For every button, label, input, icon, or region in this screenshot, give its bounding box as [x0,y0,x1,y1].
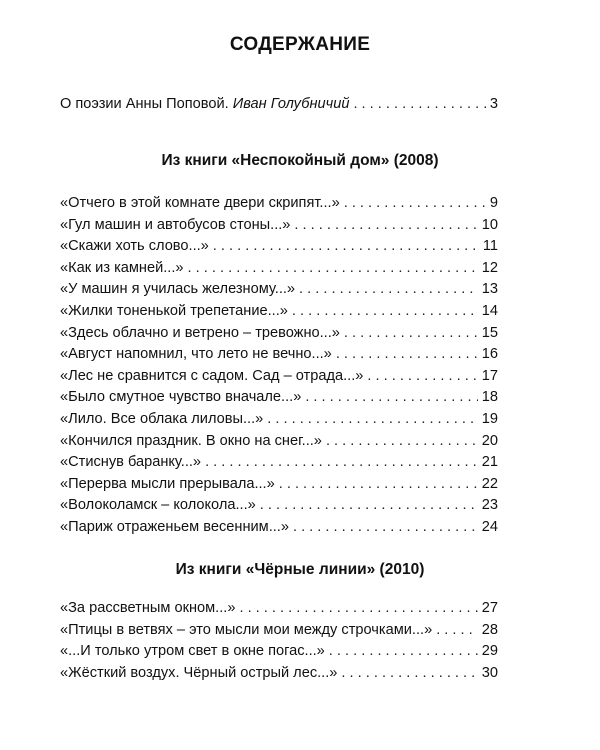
toc-entry[interactable] [60,495,498,517]
section-heading: Из книги «Неспокойный дом» (2008) [161,152,439,169]
toc-entry-title: «За рассветным окном...» [60,600,236,616]
toc-page-number: 30 [481,664,498,681]
dot-leader [341,663,477,685]
toc-entry-title: «Жилки тоненькой трепетание...» [60,302,288,319]
toc-entry-title: «Здесь облачно и ветрено – тревожно...» [60,324,340,341]
toc-entry[interactable] [60,236,498,258]
toc-page-number: 22 [481,475,498,492]
toc-page-number: 18 [481,389,498,406]
dot-leader [344,193,486,215]
page-title: СОДЕРЖАНИЕ [229,34,371,55]
toc-entry-title: «Скажи хоть слово...» [60,238,209,255]
toc-entry[interactable] [60,620,498,642]
toc-page-number: 10 [481,216,498,233]
toc-entry-title: «У машин я училась железному...» [60,281,296,298]
toc-page-number: 12 [481,259,498,276]
toc-entry-title: «Волоколамск – колокола...» [60,497,256,514]
dot-leader [336,344,478,366]
toc-page-number: 14 [481,302,498,319]
dot-leader [292,301,478,323]
dot-leader [293,517,478,539]
toc-intro [60,94,498,116]
toc-entry-title: «Гул машин и автобусов стоны...» [60,216,291,233]
toc-entry[interactable] [60,431,498,453]
toc-page-number: 24 [481,518,498,535]
toc-entry[interactable] [60,279,498,301]
toc-entry-title: «Жёсткий воздух. Чёрный острый лес...» [60,664,338,681]
dot-leader [436,620,478,642]
toc-entry-title: «Стиснув баранку...» [60,454,202,471]
toc-entry[interactable] [60,94,498,116]
dot-leader [205,452,478,474]
toc-page-number: 23 [481,497,498,514]
toc-page-number: 11 [482,238,498,255]
toc-entry[interactable] [60,215,498,237]
toc-page-number: 19 [481,410,498,427]
section-heading: Из книги «Чёрные линии» (2010) [175,561,425,578]
toc-entry-title: «Перерва мысли прерывала...» [60,475,275,492]
toc-page-number: 9 [489,195,498,211]
toc-entry-title [60,94,349,116]
toc-entry[interactable] [60,641,498,663]
dot-leader [213,236,479,258]
toc-entry[interactable] [60,517,498,539]
toc-section-2 [60,598,498,684]
toc-page-number: 13 [481,281,498,298]
toc-entry-title: «Было смутное чувство вначале...» [60,389,302,406]
toc-entry[interactable] [60,409,498,431]
dot-leader [294,215,477,237]
toc-page-number: 21 [481,454,498,471]
toc-entry[interactable] [60,323,498,345]
toc-entry[interactable] [60,663,498,685]
toc-page-number: 17 [481,367,498,384]
toc-entry-title: «Лило. Все облака лиловы...» [60,410,264,427]
toc-page-number: 29 [481,643,498,660]
toc-entry-title: «...И только утром свет в окне погас...» [60,643,325,660]
toc-entry[interactable] [60,598,498,620]
toc-page-number: 27 [481,600,498,616]
dot-leader [326,431,478,453]
toc-entry[interactable] [60,344,498,366]
toc-entry-title: «Кончился праздник. В окно на снег...» [60,432,322,449]
toc-entry[interactable] [60,452,498,474]
dot-leader [305,387,477,409]
toc-entry[interactable] [60,258,498,280]
toc-entry-title: «Август напомнил, что лето не вечно...» [60,346,332,363]
toc-entry[interactable] [60,193,498,215]
toc-entry-title: «Лес не сравнится с садом. Сад – отрада...» [60,367,364,384]
toc-entry-title: «Птицы в ветвях – это мысли мои между строчками...» [60,621,433,638]
dot-leader [239,598,477,620]
dot-leader [267,409,478,431]
dot-leader [353,94,485,116]
toc-entry-title: «Как из камней...» [60,259,184,276]
toc-entry[interactable] [60,301,498,323]
intro-text: О поэзии Анны Поповой. [60,96,229,112]
dot-leader [367,366,477,388]
toc-page-number: 16 [481,346,498,363]
toc-page-number: 3 [489,96,498,112]
dot-leader [329,641,478,663]
dot-leader [279,474,478,496]
dot-leader [260,495,478,517]
toc-page-number: 20 [481,432,498,449]
dot-leader [188,258,478,280]
toc-entry-title: «Париж отраженьем весенним...» [60,518,289,535]
dot-leader [299,279,478,301]
toc-section-1 [60,193,498,539]
toc-entry[interactable] [60,387,498,409]
toc-page-number: 15 [481,324,498,341]
intro-author: Иван Голубничий [232,96,350,112]
toc-entry[interactable] [60,366,498,388]
toc-page-number: 28 [481,621,498,638]
dot-leader [344,323,478,345]
toc-entry-title: «Отчего в этой комнате двери скрипят...» [60,195,340,211]
toc-entry[interactable] [60,474,498,496]
